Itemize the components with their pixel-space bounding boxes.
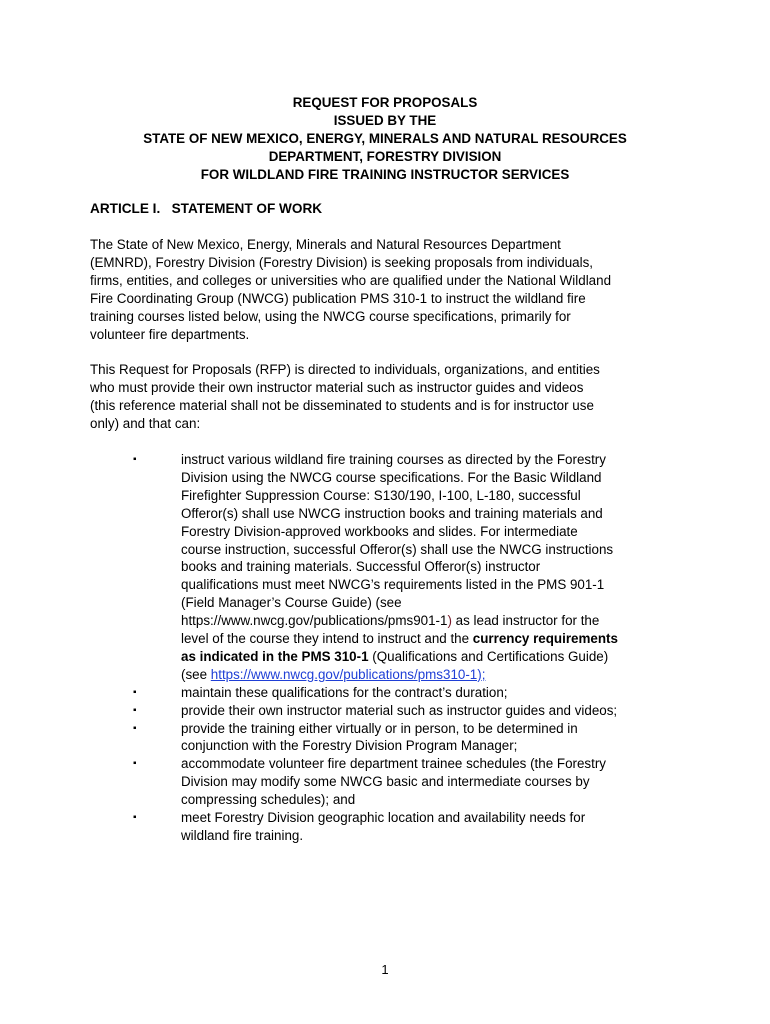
text-line: firms, entities, and colleges or universities who are qualified under the National Wildland [90,272,612,288]
bullet-icon: ▪ [133,722,137,734]
title-line: STATE OF NEW MEXICO, ENERGY, MINERALS AND NATURAL RESOURCES [143,130,627,146]
text-line: course instruction, successful Offeror(s) shall use the NWCG instructions [181,541,614,557]
text-line: instruct various wildland fire training courses as directed by the Forestry [181,452,606,467]
text-line: training courses listed below, using the NWCG course specifications, primarily for [90,308,571,324]
text-line: The State of New Mexico, Energy, Minerals and Natural Resources Department [90,237,561,252]
text-line: Forestry Division-approved workbooks and slides. For intermediate [181,523,578,539]
link-semicolon: ; [481,666,486,682]
text-fragment: (see [181,666,211,682]
bullet-icon: ▪ [133,758,137,770]
bullet-item-instruct [181,451,618,684]
page-number: 1 [381,962,389,977]
text-line: (EMNRD), Forestry Division (Forestry Division) is seeking proposals from individuals, [90,254,594,270]
text-line: volunteer fire departments. [90,326,250,342]
document-title [0,94,770,184]
bullet-item-maintain [181,684,508,702]
article-title: STATEMENT OF WORK [171,201,323,216]
title-line: REQUEST FOR PROPOSALS [292,95,478,110]
bullet-item-meet [181,809,585,845]
paragraph-intro [90,236,611,343]
text-fragment: as lead instructor for the [451,613,600,629]
text-line: compressing schedules); and [181,792,356,808]
text-line: Firefighter Suppression Course: S130/190, I-100, L-180, successful [181,487,581,503]
currency-requirements-bold: currency requirements [472,631,618,647]
paragraph-rfp [90,361,600,433]
title-line: DEPARTMENT, FORESTRY DIVISION [268,148,502,164]
title-line: FOR WILDLAND FIRE TRAINING INSTRUCTOR SERVICES [200,166,570,182]
text-line [181,648,618,666]
bullet-icon: ▪ [133,686,137,698]
title-line: ISSUED BY THE [333,112,437,128]
text-line: Offeror(s) shall use NWCG instruction books and training materials and [181,505,603,521]
bullet-item-accommodate [181,755,606,809]
bullet-icon: ▪ [133,812,137,823]
text-line: books and training materials. Successful Offeror(s) instructor [181,559,541,575]
text-line [181,612,618,630]
text-line: only) and that can: [90,415,201,431]
text-line: provide their own instructor material such as instructor guides and videos; [181,702,618,718]
text-line: wildland fire training. [181,827,304,843]
text-line: Division may modify some NWCG basic and intermediate courses by [181,774,590,790]
text-line: meet Forestry Division geographic location and availability needs for [181,810,586,825]
text-fragment: (Qualifications and Certifications Guide) [368,648,609,664]
closing-paren: ) [447,613,452,629]
bullet-item-provide-material [181,702,617,720]
text-line [181,666,618,684]
text-line: Fire Coordinating Group (NWCG) publication PMS 310-1 to instruct the wildland fire [90,290,586,306]
text-line: accommodate volunteer fire department trainee schedules (the Forestry [181,756,606,772]
pms310-link[interactable]: https://www.nwcg.gov/publications/pms310-1) [210,666,482,682]
bullet-icon: ▪ [133,454,137,465]
pms310-bold: as indicated in the PMS 310-1 [181,648,369,664]
article-number: ARTICLE I. [90,201,161,216]
pms901-url-text: https://www.nwcg.gov/publications/pms901-1 [181,613,448,629]
text-fragment: level of the course they intend to instruct and the [181,631,473,647]
text-line: (Field Manager’s Course Guide) (see [181,595,402,611]
text-line: conjunction with the Forestry Division Program Manager; [181,738,518,754]
text-line: (this reference material shall not be disseminated to students and is for instructor use [90,397,594,413]
text-line [181,630,618,648]
text-line: provide the training either virtually or in person, to be determined in [181,720,578,736]
text-line: Division using the NWCG course specifications. For the Basic Wildland [181,469,602,485]
text-line: This Request for Proposals (RFP) is directed to individuals, organizations, and entities [90,362,600,377]
text-line: qualifications must meet NWCG’s requirements listed in the PMS 901-1 [181,577,605,593]
bullet-item-provide-training [181,720,578,756]
bullet-icon: ▪ [133,704,137,716]
text-line: who must provide their own instructor material such as instructor guides and videos [90,379,584,395]
text-line: maintain these qualifications for the contract’s duration; [181,684,508,700]
article-heading [90,201,322,216]
